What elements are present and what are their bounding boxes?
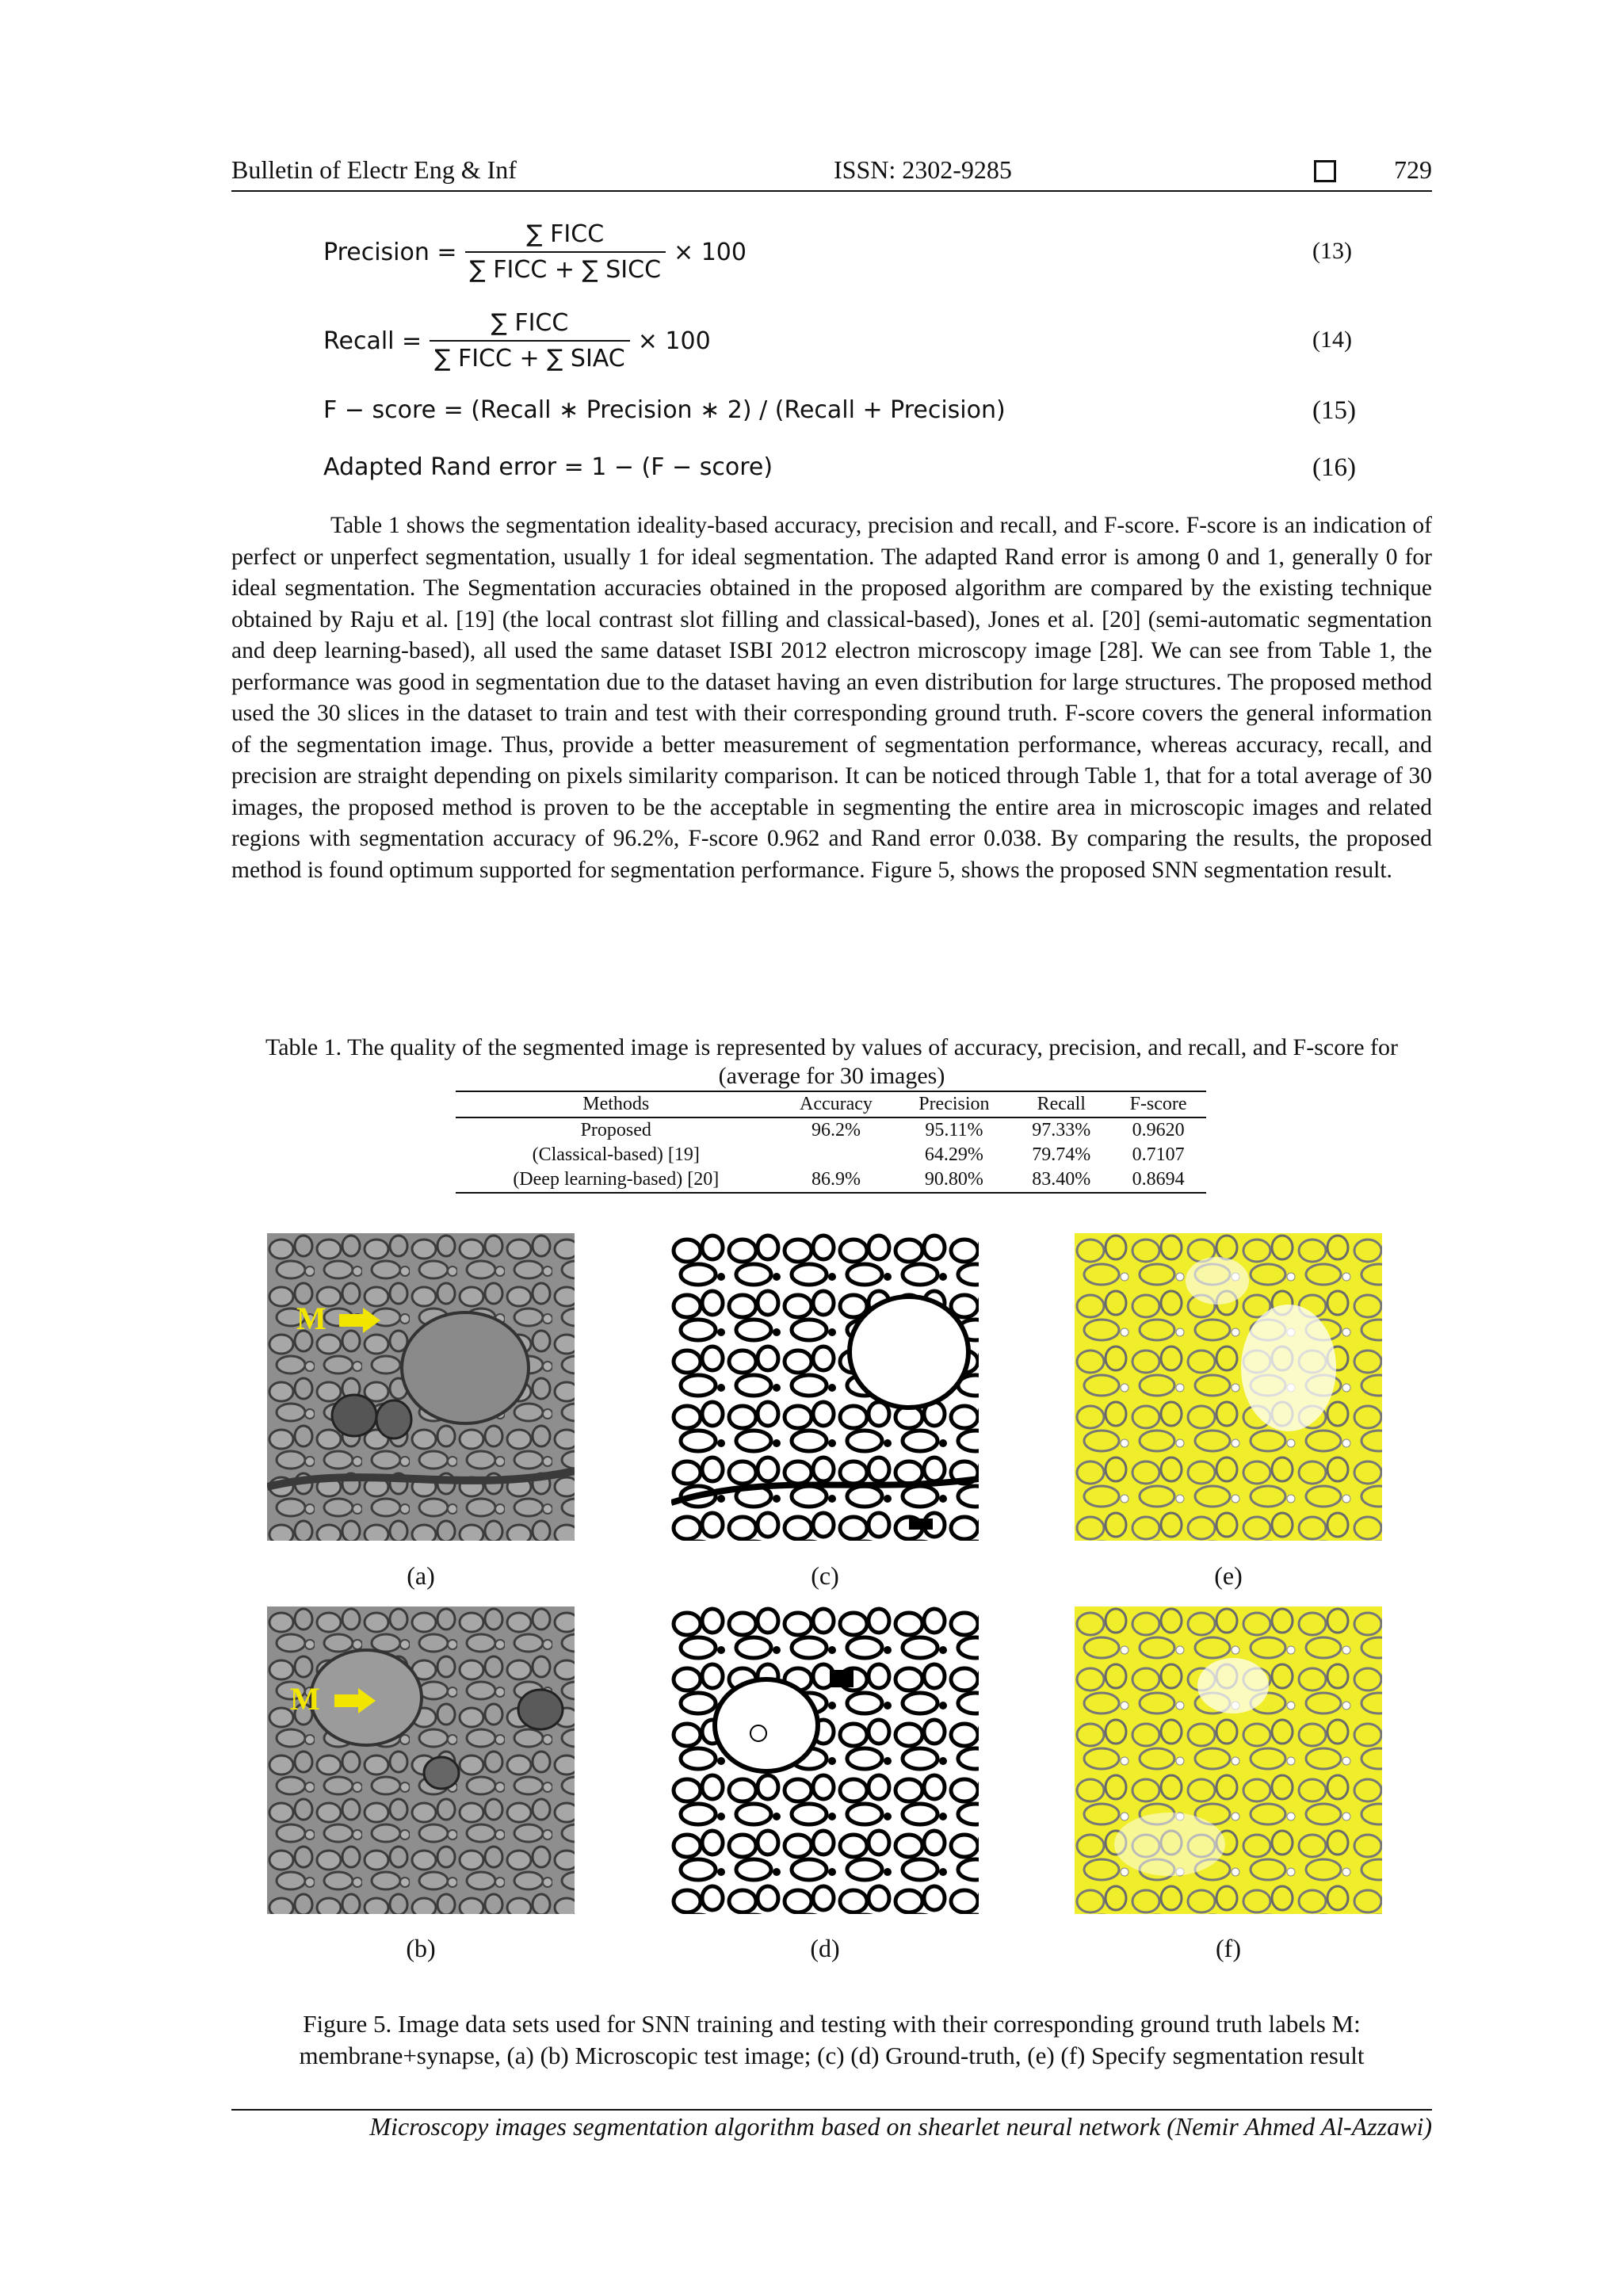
issn: ISSN: 2302-9285 [834,155,1012,184]
eq13-number: (13) [1312,238,1352,264]
paragraph: Table 1 shows the segmentation ideality-based accuracy, precision and recall, and F-score. F-score is an indication of perfect or unperfect segmentation, usually 1 for ideal segmentation. The adapted Rand error is among 0 and 1, generally 0 for ideal segmentation. The Segmentation accuracies obtained in the proposed algorithm are compared by the existing technique obtained by Raju et al. [19] (the local contrast slot filling and classical-based), Jones et al. [20] (semi-automatic segmentation and deep learning-based), all used the same dataset ISBI 2012 electron microscopy image [28]. We can see from Table 1, the performance was good in segmentation due to the dataset having an even distribution for large structures. The proposed method used the 30 slices in the dataset to train and test with their corresponding ground truth. F-score covers the general information of the segmentation image. Thus, provide a better measurement of segmentation performance, whereas accuracy, recall, and precision are straight depending on pixels similarity comparison. It can be noticed through Table 1, that for a total average of 30 images, the proposed method is proven to be the acceptable in segmenting the entire area in microscopic images and related regions with segmentation accuracy of 96.2%, F-score 0.962 and Rand error 0.038. By comparing the results, the proposed method is found optimum supported for segmentation performance. Figure 5, shows the proposed SNN segmentation result. [231,513,1432,883]
eq13-lhs: Precision = [323,238,457,266]
running-footer: Microscopy images segmentation algorithm based on shearlet neural network (Nemir Ahmed Al-Azzawi) [369,2112,1432,2141]
table-header-row [456,1091,1206,1117]
page-number: 729 [1394,155,1432,184]
segmentation-result-e [1075,1233,1382,1541]
eq14-number: (14) [1312,327,1352,353]
ground-truth-image-c [671,1233,979,1541]
equation-13 [323,220,747,284]
eq15-number: (15) [1312,396,1356,425]
table-cell: 0.8694 [1110,1167,1206,1193]
col-methods: Methods [456,1091,777,1117]
journal-name: Bulletin of Electr Eng & Inf [231,155,517,184]
table-cell: 0.7107 [1132,1144,1185,1165]
eq16-number: (16) [1312,453,1356,482]
marker-m-b: M [290,1681,320,1717]
eq14-numerator: ∑ FICC [491,309,569,337]
table-cell: 79.74% [1032,1144,1091,1165]
figure-caption: Figure 5. Image data sets used for SNN training and testing with their corresponding ground truth labels M: membrane+synapse, (a) (b) Microscopic test image; (c) (d) Ground-truth, (e) (f) Specify segmentation result [299,2010,1365,2069]
label-e: (e) [1214,1561,1243,1590]
microscopic-test-image-a [267,1233,575,1541]
segmentation-result-f [1075,1606,1382,1914]
ground-truth-image-d [671,1606,979,1914]
running-header [231,155,1432,190]
eq13-denominator: ∑ FICC + ∑ SICC [465,251,666,284]
label-a: (a) [407,1561,435,1590]
table-cell: (Deep learning-based) [20] [456,1167,777,1193]
eq14-lhs: Recall = [323,327,422,355]
arrow-right-icon [338,1306,382,1335]
eq13-numerator: ∑ FICC [526,220,605,248]
results-table [456,1091,1206,1194]
eq13-fraction [465,220,666,284]
eq13-tail: × 100 [674,238,747,266]
eq14-denominator: ∑ FICC + ∑ SIAC [430,340,630,372]
table-cell: 0.9620 [1132,1120,1185,1140]
table-cell: (Classical-based) [19] [532,1144,700,1165]
label-c: (c) [811,1561,839,1590]
label-d: (d) [810,1934,840,1962]
table-cell: 97.33% [1032,1120,1091,1140]
table-cell [777,1143,896,1167]
table-cell: 83.40% [1012,1167,1110,1193]
col-recall: Recall [1012,1091,1110,1117]
table-cell: 95.11% [925,1120,983,1140]
eq14-fraction [430,309,630,372]
body-text [231,510,1432,886]
marker-m-a: M [296,1301,327,1336]
table-cell: 96.2% [811,1120,861,1140]
header-rule [231,190,1432,192]
table-cell: 90.80% [896,1167,1012,1193]
label-b: (b) [406,1934,436,1962]
col-precision: Precision [896,1091,1012,1117]
table-cell: Proposed [580,1120,651,1140]
eq14-tail: × 100 [637,327,711,355]
table-cell: 64.29% [924,1144,983,1165]
table-row [456,1143,1206,1167]
table-row [456,1117,1206,1143]
col-accuracy: Accuracy [777,1091,896,1117]
col-fscore: F-score [1110,1091,1206,1117]
table-cell: 86.9% [777,1167,896,1193]
equation-15: F − score = (Recall ∗ Precision ∗ 2) / (Recall + Precision) [323,396,1006,424]
label-f: (f) [1216,1934,1241,1962]
table-row [456,1167,1206,1193]
square-bullet-icon [1314,160,1336,182]
microscopic-test-image-b [267,1606,575,1914]
footer-rule [231,2109,1432,2111]
table-caption: Table 1. The quality of the segmented image is represented by values of accuracy, precision, and recall, and F-score for (average for 30 images) [265,1034,1398,1089]
arrow-right-icon [333,1687,377,1715]
equation-16: Adapted Rand error = 1 − (F − score) [323,453,773,481]
equation-14 [323,309,711,372]
